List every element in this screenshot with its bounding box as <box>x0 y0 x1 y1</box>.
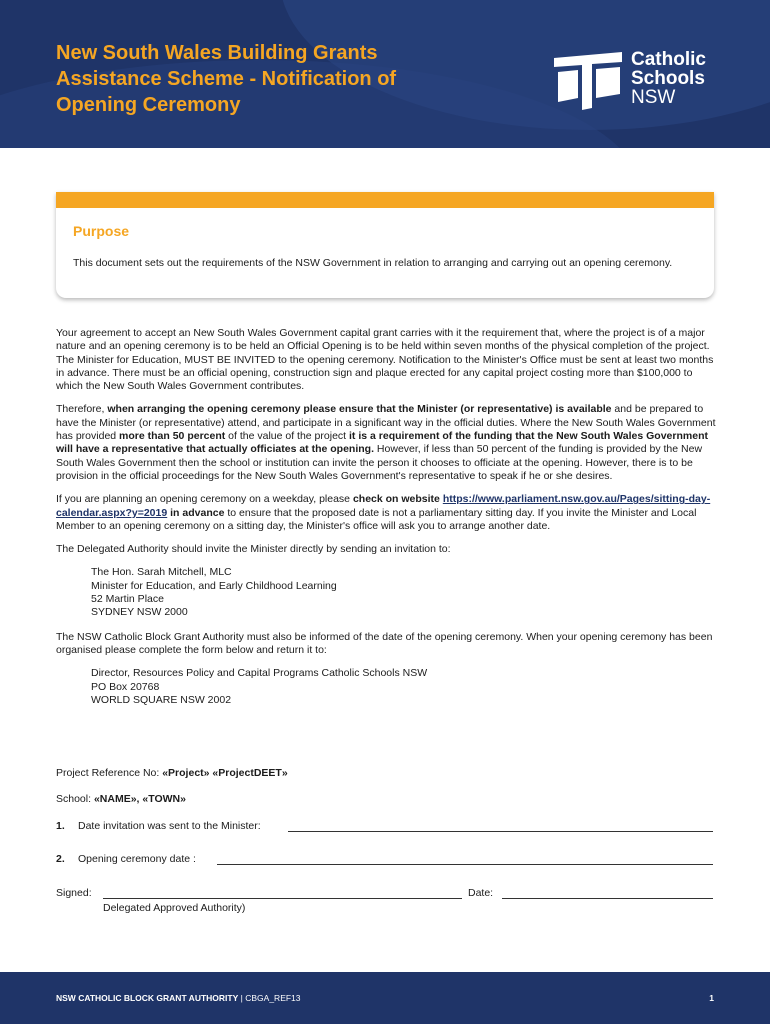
document-footer <box>0 972 770 1024</box>
project-reference-value: «Project» «ProjectDEET» <box>162 767 288 779</box>
paragraph-invite-instructions: The Delegated Authority should invite the Minister directly by sending an invitation to: <box>56 543 451 556</box>
signature-field[interactable] <box>103 898 462 899</box>
address-line: SYDNEY NSW 2000 <box>91 606 188 619</box>
school-line <box>56 793 186 806</box>
text-run: Therefore, <box>56 403 108 416</box>
bold-run: in advance <box>170 506 225 519</box>
purpose-box <box>56 192 714 298</box>
text-run: and be prepared to have the Minister (or representative) attend, and participate in a significant way in the official duties. Where the New South Wales Government has provided <box>56 403 716 443</box>
document-header <box>0 0 770 148</box>
footer-ref-code: CBGA_REF13 <box>245 993 301 1003</box>
school-value: «NAME», «TOWN» <box>93 793 186 805</box>
address-line: PO Box 20768 <box>91 680 160 693</box>
paragraph-requirements: Your agreement to accept an New South Wales Government capital grant carries with it the requirement that, where the project is of a major nature and an opening ceremony is to be held an Official Opening is to be held within seven months of the physical completion of the project. The Minister for Education, MUST BE INVITED to the opening ceremony. Notification to the Minister's Office must be sent at least two months in advance. There must be an official opening, construction sign and plaque erected for any capital project costing more than $100,000 to which the New South Wales Government contributes. <box>56 327 714 393</box>
footer-org: NSW CATHOLIC BLOCK GRANT AUTHORITY <box>56 993 239 1003</box>
paragraph-sitting-days <box>56 493 716 533</box>
address-line: 52 Martin Place <box>91 593 164 606</box>
catholic-schools-nsw-logo <box>550 48 725 118</box>
document-title: New South Wales Building Grants Assistance Scheme - Notification of Opening Ceremony <box>56 42 397 116</box>
purpose-heading: Purpose <box>73 223 130 239</box>
signed-label: Signed: <box>56 887 92 899</box>
address-line: The Hon. Sarah Mitchell, MLC <box>91 566 232 579</box>
text-run: However, if less than 50 percent of the funding is provided by the New South Wales Government then the school or institution can invite the person it chooses to officiate at the opening. However, there is to be provision in the official proceedings for the New South Wales Government's representative to speak if he or she desires. <box>56 443 703 482</box>
purpose-text: This document sets out the requirements of the NSW Government in relation to arranging and carrying out an opening ceremony. <box>73 257 673 269</box>
ceremony-date-field[interactable] <box>217 864 713 865</box>
text-run: If you are planning an opening ceremony on a weekday, please <box>56 493 353 506</box>
address-line: WORLD SQUARE NSW 2002 <box>91 693 232 706</box>
cross-emblem-icon <box>550 48 626 112</box>
invitation-date-label: Date invitation was sent to the Minister: <box>78 820 261 832</box>
document-body <box>56 327 716 718</box>
purpose-accent-bar <box>56 192 714 208</box>
school-label: School: <box>56 793 94 805</box>
logo-text-line2: Schools <box>631 68 705 89</box>
date-label: Date: <box>468 887 494 899</box>
ceremony-date-label: Opening ceremony date : <box>78 853 196 865</box>
bold-run: more than 50 percent <box>119 430 226 443</box>
paragraph-inform-authority: The NSW Catholic Block Grant Authority must also be informed of the date of the opening ceremony. When your opening ceremony has been organised please complete the form below and return it to: <box>56 630 713 656</box>
footer-separator: | <box>240 993 243 1003</box>
invitation-date-field[interactable] <box>288 831 713 832</box>
bold-run: it is a requirement of the funding that the New South Wales Government will have a representative that actually officiates at the opening. <box>56 430 708 456</box>
minister-address <box>91 566 716 619</box>
director-address <box>91 667 716 707</box>
text-run: of the value of the project <box>225 430 349 443</box>
item2-number: 2. <box>56 853 65 865</box>
parliament-calendar-link[interactable]: https://www.parliament.nsw.gov.au/Pages/sitting-day-calendar.aspx?y=2019 <box>56 493 711 519</box>
project-reference-label: Project Reference No: <box>56 767 163 779</box>
signed-date-field[interactable] <box>502 898 713 899</box>
address-line: Director, Resources Policy and Capital Programs Catholic Schools NSW <box>91 667 428 680</box>
bold-run: check on website <box>352 493 440 506</box>
bold-run: when arranging the opening ceremony please ensure that the Minister (or representative) is available <box>107 403 612 416</box>
logo-text-line3: NSW <box>631 87 676 108</box>
project-reference <box>56 767 288 780</box>
item1-number: 1. <box>56 820 65 832</box>
logo-text-line1: Catholic <box>631 49 706 70</box>
address-line: Minister for Education, and Early Childhood Learning <box>91 579 337 592</box>
footer-reference <box>56 993 301 1003</box>
text-run: to ensure that the proposed date is not a parliamentary sitting day. If you invite the Minister and Local Member to an opening ceremony on a sitting day, the Minister's office will ask you to arrange another date. <box>56 506 697 532</box>
signed-subcaption: Delegated Approved Authority) <box>103 902 246 914</box>
page-number: 1 <box>709 993 714 1003</box>
paragraph-minister-attendance <box>56 403 716 483</box>
